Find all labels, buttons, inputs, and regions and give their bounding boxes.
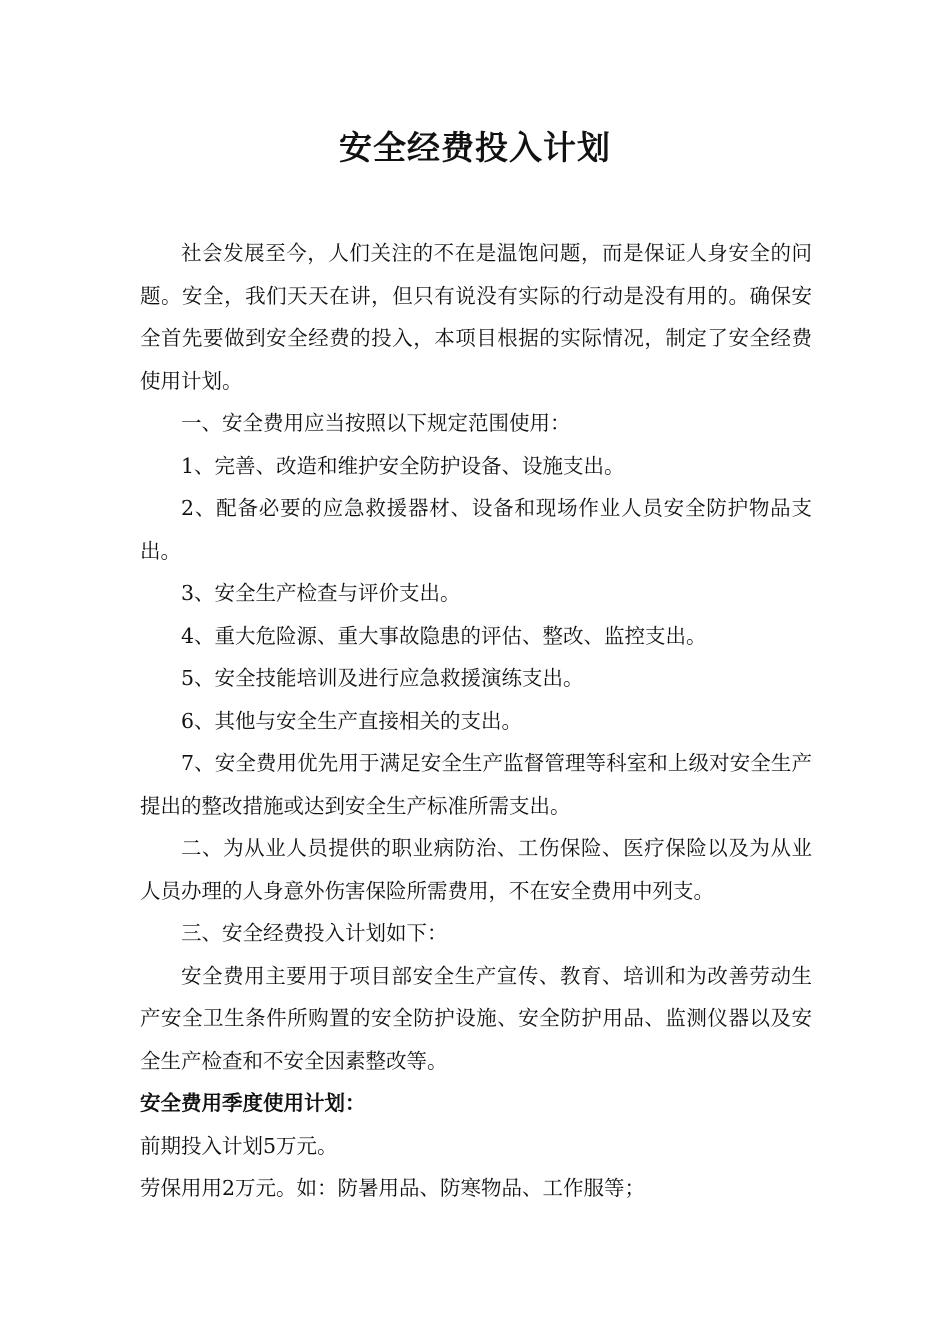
paragraph: 前期投入计划5万元。 [140,1133,338,1158]
paragraph: 5、安全技能培训及进行应急救援演练支出。 [181,666,584,690]
paragraph: 一、安全费用应当按照以下规定范围使用： [181,411,571,435]
paragraph: 7、安全费用优先用于满足安全生产监督管理等科室和上级对安全生产提出的整改措施或达到安全生产标准所需支出。 [140,751,812,818]
paragraph: 安全费用季度使用计划： [140,1091,366,1115]
paragraph: 二、为从业人员提供的职业病防治、工伤保险、医疗保险以及为从业人员办理的人身意外伤害保险所需费用，不在安全费用中列支。 [140,836,812,903]
document-title: 安全经费投入计划 [339,128,611,167]
paragraph: 4、重大危险源、重大事故隐患的评估、整改、监控支出。 [181,623,707,648]
document-body [140,232,812,1210]
paragraph: 3、安全生产检查与评价支出。 [181,581,461,605]
paragraph: 安全费用主要用于项目部安全生产宣传、教育、培训和为改善劳动生产安全卫生条件所购置的安全防护设施、安全防护用品、监测仪器以及安全生产检查和不安全因素整改等。 [140,963,812,1073]
paragraph: 1、完善、改造和维护安全防护设备、设施支出。 [181,453,625,478]
paragraph: 2、配备必要的应急救援器材、设备和现场作业人员安全防护物品支出。 [140,496,812,563]
paragraph: 三、安全经费投入计划如下： [181,921,448,945]
paragraph: 6、其他与安全生产直接相关的支出。 [181,708,523,733]
paragraph: 社会发展至今，人们关注的不在是温饱问题，而是保证人身安全的问题。安全，我们天天在讲，但只有说没有实际的行动是没有用的。确保安全首先要做到安全经费的投入，本项目根据的实际情况，制定了安全经费使用计划。 [140,241,812,393]
paragraph: 劳保用用2万元。如：防暑用品、防寒物品、工作服等； [140,1176,646,1200]
